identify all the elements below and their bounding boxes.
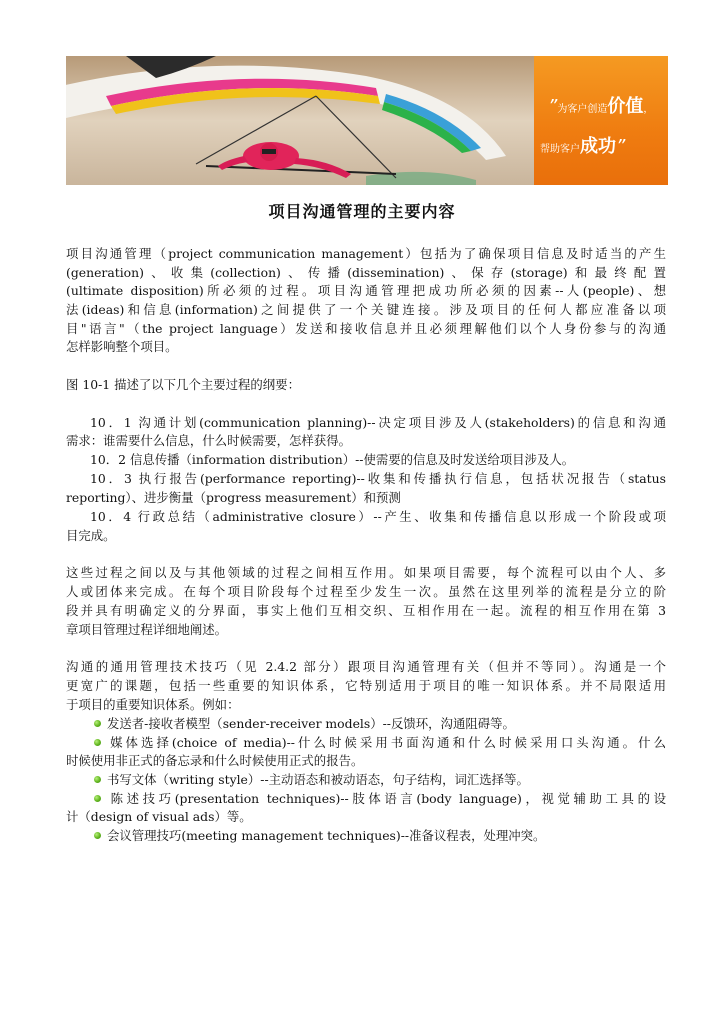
paragraph-4-line: 沟通的通用管理技术技巧（见 2.4.2 部分）跟项目沟通管理有关（但并不等同）。沟通是一个: [66, 659, 666, 674]
paragraph-1-line: 目"语言"（the project language）发送和接收信息并且必须理解他们以个人身份参与的沟通: [66, 321, 666, 336]
green-bullet-icon: [94, 776, 101, 783]
green-bullet-icon: [94, 832, 101, 839]
header-banner: [66, 56, 668, 185]
paragraph-4-line: 于项目的重要知识体系。例如：: [66, 697, 240, 712]
green-bullet-icon: [94, 720, 101, 727]
paragraph-3-line: 段并具有明确定义的分界面，事实上他们互相交织、互相作用在一起。流程的相互作用在第 3: [66, 603, 666, 618]
process-item-continued: reporting）、进步衡量（progress measurement）和预测: [66, 490, 401, 505]
process-item: 10．4 行政总结（administrative closure）--产生、收集和传播信息以形成一个阶段或项: [90, 509, 666, 524]
bullet-item: 陈述技巧(presentation techniques)--肢体语言(body language)，视觉辅助工具的设: [94, 790, 666, 808]
process-item: 10．3 执行报告(performance reporting)--收集和传播执行信息，包括状况报告（status: [90, 471, 666, 486]
paragraph-3-line: 章项目管理过程详细地阐述。: [66, 622, 228, 637]
process-item-continued: 目完成。: [66, 528, 116, 543]
paragraph-4-line: 更宽广的课题，包括一些重要的知识体系，它特别适用于项目的唯一知识体系。并不局限适用: [66, 678, 666, 693]
bullet-item: 书写文体（writing style）--主动语态和被动语态，句子结构，词汇选择等。: [94, 771, 666, 789]
paragraph-2: 图 10-1 描述了以下几个主要过程的纲要：: [66, 377, 300, 392]
paragraph-3-line: 人或团体来完成。在每个项目阶段每个过程至少发生一次。虽然在这里列举的流程是分立的阶: [66, 584, 666, 599]
green-bullet-icon: [94, 795, 101, 802]
paragraph-1-line: (ultimate disposition)所必须的过程。项目沟通管理把成功所必须的因素--人(people)、想: [66, 283, 666, 298]
process-item: 10．1 沟通计划(communication planning)--决定项目涉及人(stakeholders)的信息和沟通: [90, 415, 666, 430]
slogan-panel: [534, 56, 668, 185]
bullet-item-continued: 时候使用非正式的备忘录和什么时候使用正式的报告。: [66, 753, 364, 768]
hang-glider-photo: [66, 56, 534, 185]
paragraph-1-line: 怎样影响整个项目。: [66, 339, 178, 354]
paragraph-1-line: 法(ideas)和信息(information)之间提供了一个关键连接。涉及项目的任何人都应准备以项: [66, 302, 666, 317]
bullet-item: 发送者-接收者模型（sender-receiver models）--反馈环，沟通阻碍等。: [94, 715, 666, 733]
page-title: 项目沟通管理的主要内容: [268, 202, 456, 221]
paragraph-1-line: (generation)、收集(collection)、传播(dissemination)、保存(storage)和最终配置: [66, 265, 666, 280]
bullet-item-continued: 计（design of visual ads）等。: [66, 809, 252, 824]
bullet-item: 会议管理技巧(meeting management techniques)--准备议程表，处理冲突。: [94, 827, 666, 845]
bullet-item: 媒体选择(choice of media)--什么时候采用书面沟通和什么时候采用口头沟通。什么: [94, 734, 666, 752]
process-item-continued: 需求：谁需要什么信息，什么时候需要，怎样获得。: [66, 433, 351, 448]
green-bullet-icon: [94, 739, 101, 746]
paragraph-1-line: 项目沟通管理（project communication management）包括为了确保项目信息及时适当的产生: [66, 246, 666, 261]
process-item: 10．2 信息传播（information distribution）--使需要的信息及时发送给项目涉及人。: [90, 452, 575, 467]
slogan-line-1: ”为客户创造价值，: [548, 96, 654, 117]
paragraph-3-line: 这些过程之间以及与其他领域的过程之间相互作用。如果项目需要，每个流程可以由个人、多: [66, 565, 666, 580]
slogan-line-2: 帮助客户成功”: [540, 136, 626, 157]
